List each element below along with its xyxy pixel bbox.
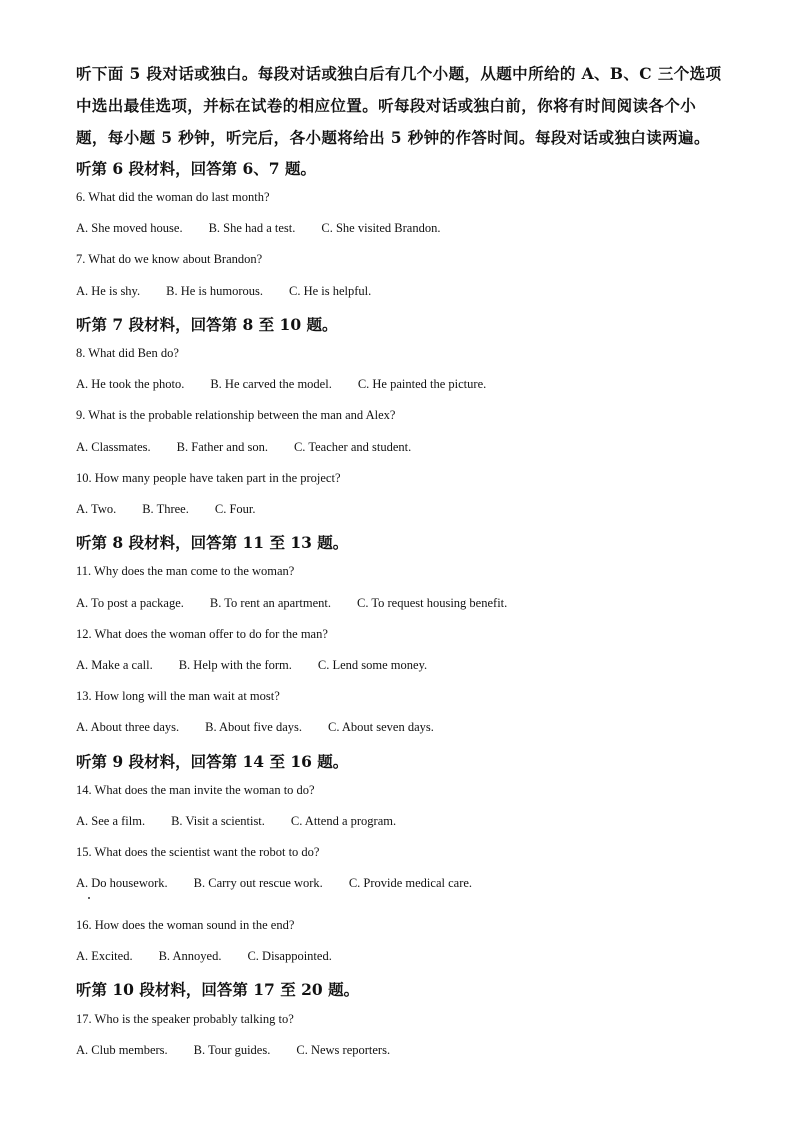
question-8: 8. What did Ben do? — [76, 346, 179, 360]
option-a: A. Excited. — [76, 949, 133, 963]
option-c: C. To request housing benefit. — [357, 596, 508, 610]
question-10: 10. How many people have taken part in the project? — [76, 471, 341, 485]
options-17 — [76, 1043, 416, 1058]
option-a: A. He is shy. — [76, 284, 141, 298]
option-c: C. News reporters. — [296, 1043, 391, 1057]
option-b: B. Tour guides. — [193, 1043, 271, 1057]
option-a: A. He took the photo. — [76, 377, 185, 391]
question-16: 16. How does the woman sound in the end? — [76, 918, 295, 932]
option-b: B. Help with the form. — [178, 658, 292, 672]
option-c: C. He painted the picture. — [357, 377, 487, 391]
intro-line: 听下面 5 段对话或独白。每段对话或独白后有几个小题，从题中所给的 A、B、C 三个选项 — [76, 64, 722, 83]
option-b: B. Three. — [142, 502, 189, 516]
option-c: C. He is helpful. — [289, 284, 372, 298]
option-c: C. Provide medical care. — [348, 876, 473, 890]
options-6 — [76, 221, 466, 236]
options-16 — [76, 949, 358, 964]
options-13 — [76, 720, 460, 735]
option-c: C. Disappointed. — [247, 949, 332, 963]
option-a: A. About three days. — [76, 720, 180, 734]
question-11: 11. Why does the man come to the woman? — [76, 564, 295, 578]
option-c: C. Four. — [214, 502, 256, 516]
option-a: A. Club members. — [76, 1043, 168, 1057]
option-b: B. She had a test. — [208, 221, 296, 235]
option-b: B. About five days. — [205, 720, 302, 734]
option-a: A. She moved house. — [76, 221, 183, 235]
options-15 — [76, 876, 498, 891]
option-b: B. Carry out rescue work. — [193, 876, 323, 890]
options-11 — [76, 596, 533, 611]
option-a: A. See a film. — [76, 814, 146, 828]
options-12 — [76, 658, 453, 673]
question-9: 9. What is the probable relationship between the man and Alex? — [76, 408, 396, 422]
option-c: C. Teacher and student. — [293, 440, 412, 454]
section-heading-9: 听第 9 段材料，回答第 14 至 16 题。 — [76, 752, 349, 771]
options-10 — [76, 502, 282, 517]
options-7 — [76, 284, 397, 299]
section-heading-7: 听第 7 段材料，回答第 8 至 10 题。 — [76, 315, 338, 334]
option-c: C. She visited Brandon. — [321, 221, 441, 235]
question-12: 12. What does the woman offer to do for the man? — [76, 627, 328, 641]
option-b: B. He carved the model. — [210, 377, 332, 391]
options-14 — [76, 814, 422, 829]
option-b: B. Visit a scientist. — [171, 814, 265, 828]
option-b: B. Annoyed. — [158, 949, 222, 963]
option-b: B. Father and son. — [176, 440, 268, 454]
option-a: A. Do housework. — [76, 876, 168, 890]
options-8 — [76, 377, 512, 392]
option-a: A. To post a package. — [76, 596, 184, 610]
intro-line: 中选出最佳选项，并标在试卷的相应位置。听每段对话或独白前，你将有时间阅读各个小 — [76, 96, 697, 115]
option-c: C. Attend a program. — [290, 814, 397, 828]
option-a: A. Classmates. — [76, 440, 151, 454]
question-13: 13. How long will the man wait at most? — [76, 689, 280, 703]
option-c: C. About seven days. — [327, 720, 434, 734]
question-15: 15. What does the scientist want the robot to do? — [76, 845, 320, 859]
section-heading-6: 听第 6 段材料，回答第 6、7 题。 — [76, 159, 316, 178]
option-a: A. Two. — [76, 502, 117, 516]
question-17: 17. Who is the speaker probably talking to? — [76, 1012, 294, 1026]
question-6: 6. What did the woman do last month? — [76, 190, 270, 204]
question-14: 14. What does the man invite the woman to do? — [76, 783, 315, 797]
option-b: B. To rent an apartment. — [209, 596, 331, 610]
intro-line: 题，每小题 5 秒钟，听完后，各小题将给出 5 秒钟的作答时间。每段对话或独白读两遍。 — [76, 128, 710, 147]
option-c: C. Lend some money. — [317, 658, 428, 672]
section-heading-10: 听第 10 段材料，回答第 17 至 20 题。 — [76, 980, 360, 999]
section-heading-8: 听第 8 段材料，回答第 11 至 13 题。 — [76, 533, 349, 552]
options-9 — [76, 440, 437, 455]
question-7: 7. What do we know about Brandon? — [76, 252, 263, 266]
stray-dot — [88, 897, 90, 899]
option-b: B. He is humorous. — [166, 284, 263, 298]
option-a: A. Make a call. — [76, 658, 153, 672]
